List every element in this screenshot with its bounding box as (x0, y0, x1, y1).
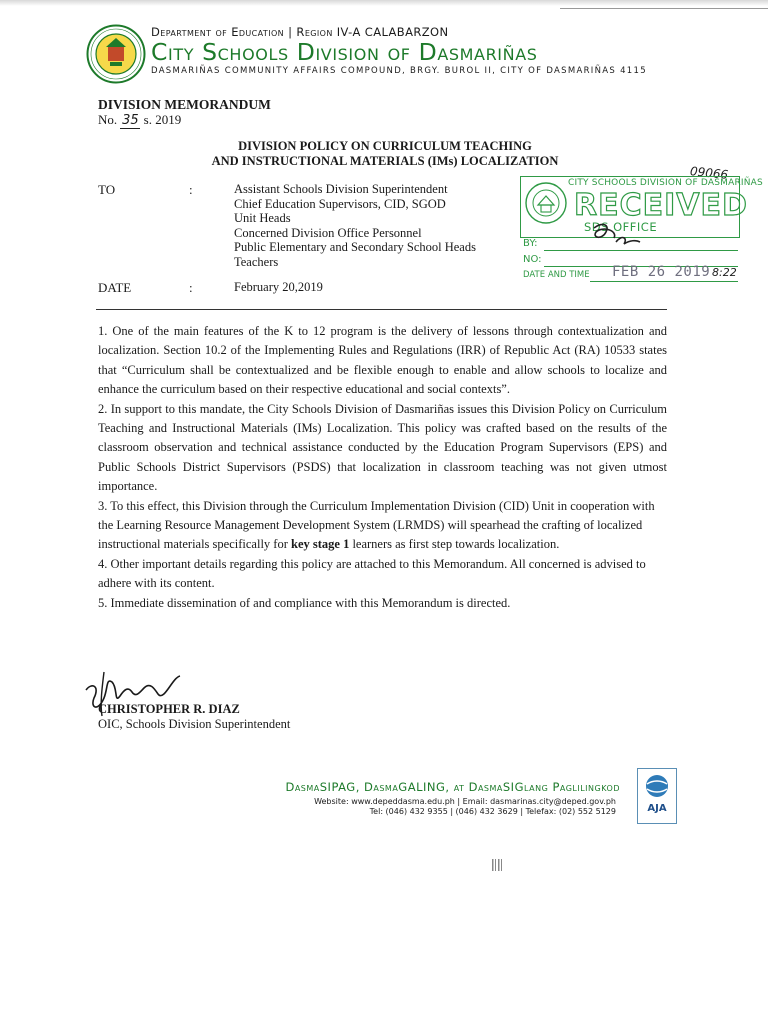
date-label: DATE (98, 280, 132, 295)
date-colon: : (189, 280, 193, 295)
paragraph-4: 4. Other important details regarding this policy are attached to this Memorandum. All concerned is advised to adhere with its content. (98, 556, 646, 591)
stamp-received-text: RECEIVED (574, 188, 748, 223)
globe-icon (644, 773, 670, 801)
paragraph-2: 2. In support to this mandate, the City Schools Division of Dasmariñas issues this Division Policy on Curriculum Teaching and Instructional Materials (IMs) Localization. This policy was crafted based on the results of the classroom observation and technical assistance conducted by the Education Program Supervisors (EPS) and Public Schools District Supervisors (PSDS) that localization in classroom teaching was not given utmost importance. (98, 401, 667, 494)
recipient-item: Unit Heads (234, 211, 291, 226)
footer-contact-phone: Tel: (046) 432 9355 | (046) 432 3629 | Telefax: (02) 552 5129 (369, 807, 616, 816)
handwritten-time: 8:22 (712, 266, 737, 279)
recipient-item: Chief Education Supervisors, CID, SGOD (234, 196, 446, 211)
paragraph-5: 5. Immediate dissemination of and compliance with this Memorandum is directed. (98, 595, 511, 610)
aja-badge (637, 768, 677, 824)
footer-contact-web: Website: www.depeddasma.edu.ph | Email: dasmarinas.city@deped.gov.ph (314, 797, 616, 806)
memo-date: February 20,2019 (234, 280, 323, 294)
stamp-date-label: DATE AND TIME (523, 270, 590, 280)
received-stamp (520, 176, 763, 282)
stamp-date-line (590, 281, 738, 282)
memo-series: s. 2019 (143, 112, 182, 127)
aja-label: AJA (647, 803, 667, 814)
paragraph-1: 1. One of the main features of the K to 12 program is the delivery of lessons through contextualization and localization. Section 10.2 of the Implementing Rules and Regulations (IRR) of Republic Act (RA) 10533 states that “Curriculum shall be contextualized and be flexible enough to enable and allow schools to localize and enhance the curriculum based on their respective educational and social contexts”. (98, 324, 667, 397)
stamp-seal-icon (524, 181, 568, 225)
recipient-item: Teachers (234, 254, 279, 269)
header-divider (96, 309, 667, 310)
memo-type: DIVISION MEMORANDUM (98, 97, 271, 112)
division-seal-icon (86, 24, 146, 84)
address-line: DASMARIÑAS COMMUNITY AFFAIRS COMPOUND, BRGY. BUROL II, CITY OF DASMARIÑAS 4115 (151, 66, 647, 76)
memo-number-value: 35 (122, 113, 139, 128)
scan-artifact-line (560, 8, 768, 9)
recipient-item: Concerned Division Office Personnel (234, 225, 422, 240)
paragraph-3-emphasis: key stage 1 (291, 537, 350, 552)
stamp-office: SDS OFFICE (584, 220, 658, 234)
subject-line-2: AND INSTRUCTIONAL MATERIALS (IMs) LOCALIZATION (211, 154, 559, 168)
memo-number (98, 112, 181, 129)
division-name: City Schools Division of Dasmariñas (151, 38, 538, 66)
stamp-date-value: FEB 26 2019 (612, 264, 711, 280)
handwritten-initials-icon (588, 220, 648, 250)
stamp-organization: CITY SCHOOLS DIVISION OF DASMARIÑAS (568, 178, 763, 188)
subject-line-1: DIVISION POLICY ON CURRICULUM TEACHING (238, 139, 532, 153)
stamp-by-label: BY: (523, 238, 538, 249)
letterhead (151, 25, 711, 76)
recipient-list (234, 182, 476, 270)
memo-number-label: No. (98, 112, 118, 127)
signatory-name: CHRISTOPHER R. DIAZ (98, 702, 240, 716)
to-colon: : (189, 182, 193, 197)
handwritten-tracking-number: 09066 (689, 164, 729, 182)
recipient-item: Public Elementary and Secondary School Heads (234, 240, 476, 255)
recipient-item: Assistant Schools Division Superintendent (234, 182, 448, 196)
paragraph-3-end: learners as first step towards localization. (349, 537, 560, 552)
stamp-no-label: NO: (523, 254, 542, 265)
scan-shadow (0, 0, 768, 6)
paragraph-3 (98, 497, 667, 555)
memo-subject (170, 139, 600, 169)
stamp-by-line (544, 250, 738, 251)
signatory-title: OIC, Schools Division Superintendent (98, 717, 291, 731)
to-label: TO (98, 182, 116, 197)
department-line: Department of Education | Region IV-A CALABARZON (151, 25, 449, 39)
memo-body (98, 322, 667, 613)
paragraph-3-text: 3. To this effect, this Division through the Curriculum Implementation Division (CID) Unit in cooperation with the Learning Resource Management Development System (LRMDS) will spearhead the crafting of localized instructional materials specifically for (98, 498, 655, 552)
footer-motto: DasmaSIPAG, DasmaGALING, at DasmaSIGlang Paglilingkod (285, 780, 620, 794)
scan-mark-icon (491, 858, 505, 872)
